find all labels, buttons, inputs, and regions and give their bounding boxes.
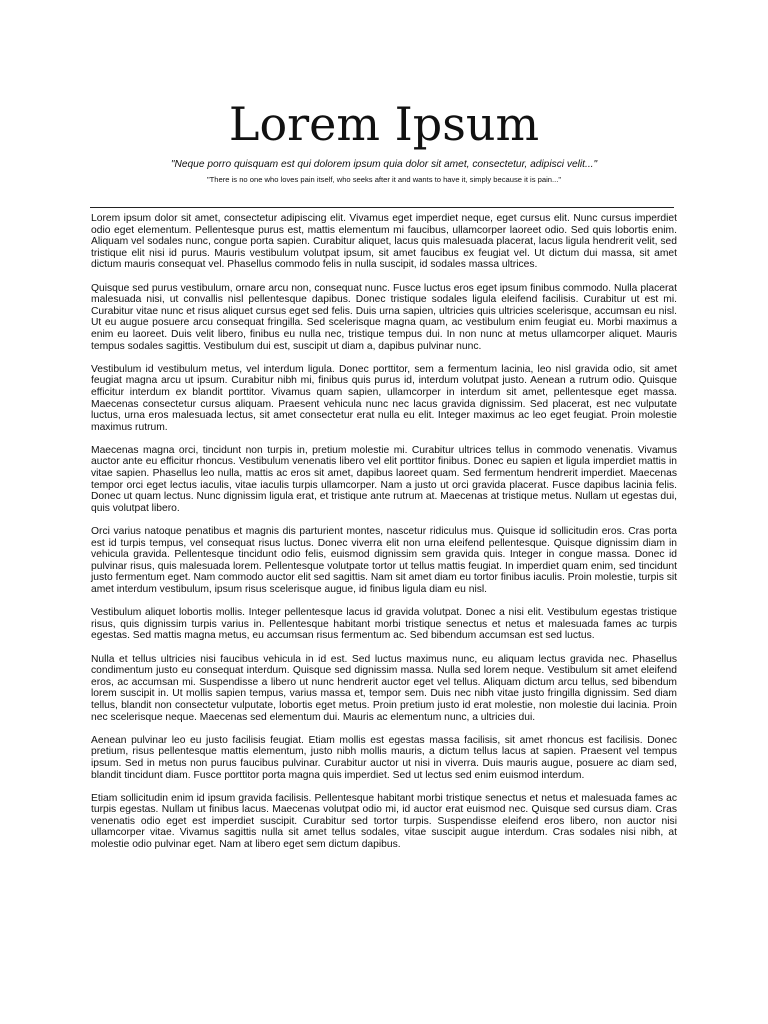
paragraph: Quisque sed purus vestibulum, ornare arcu non, consequat nunc. Fusce luctus eros eget ipsum finibus commodo. Nulla placerat malesuada nisi, ut convallis nisl pellentesque dapibus. Donec tristique sodales ligula eleifend facilisis. Curabitur ut est mi. Curabitur vitae nunc et risus aliquet cursus eget sed felis. Duis urna sapien, ultricies quis ultricies scelerisque, accumsan eu nisl. Ut eu augue posuere arcu consequat fringilla. Sed scelerisque magna quam, ac vestibulum enim feugiat eu. Morbi maximus a enim eu laoreet. Duis velit libero, finibus eu nulla nec, tristique tempus dui. In non nunc at metus ullamcorper aliquet. Mauris tempus sodales sagittis. Vestibulum dui est, suscipit ut diam a, dapibus pulvinar nunc. xyxy=(91,282,677,352)
paragraph: Vestibulum id vestibulum metus, vel interdum ligula. Donec porttitor, sem a fermentum lacinia, leo nisl gravida odio, sit amet feugiat magna arcu ut ipsum. Curabitur nibh mi, finibus quis purus id, interdum volutpat justo. Aenean a rutrum odio. Quisque efficitur interdum ex blandit porttitor. Vivamus quam sapien, ullamcorper in interdum sit amet, pellentesque eget massa. Maecenas consectetur cursus aliquam. Praesent vehicula nunc nec lacus gravida dignissim. Sed placerat, est nec vulputate luctus, urna eros malesuada lectus, sit amet consectetur erat nulla eu elit. Integer maximus ac leo eget feugiat. Proin molestie maximus rutrum. xyxy=(91,363,677,433)
paragraph: Etiam sollicitudin enim id ipsum gravida facilisis. Pellentesque habitant morbi tristique senectus et netus et malesuada fames ac turpis egestas. Nullam ut finibus lacus. Maecenas volutpat odio mi, id auctor erat euismod nec. Quisque sed cursus diam. Cras venenatis odio eget est imperdiet suscipit. Curabitur sed tortor turpis. Suspendisse eleifend eros libero, non auctor nisi ullamcorper vitae. Vivamus sagittis nulla sit amet tellus sodales, vitae suscipit augue interdum. Cras sodales nisi nibh, at molestie odio pulvinar eget. Nam at libero eget sem dictum dapibus. xyxy=(91,792,677,851)
paragraph: Aenean pulvinar leo eu justo facilisis feugiat. Etiam mollis est egestas massa facilisis, sit amet rhoncus est facilisis. Donec pretium, risus pellentesque mattis elementum, justo nibh mollis mauris, a dictum tellus lacus at sapien. Praesent vel tempus ipsum. Sed in metus non purus faucibus pulvinar. Curabitur auctor ut nisi in viverra. Duis mauris augue, posuere ac diam sed, blandit tincidunt diam. Fusce porttitor porta magna quis imperdiet. Sed ut lectus sed enim euismod interdum. xyxy=(91,734,677,781)
paragraph: Lorem ipsum dolor sit amet, consectetur adipiscing elit. Vivamus eget imperdiet neque, eget cursus elit. Nunc cursus imperdiet odio eget elementum. Pellentesque purus est, mattis elementum mi faucibus, ullamcorper laoreet odio. Sed quis lobortis enim. Aliquam vel sodales nunc, congue porta sapien. Curabitur aliquet, lacus quis malesuada placerat, lacus ligula hendrerit velit, sed tristique elit nisi id purus. Mauris vestibulum volutpat ipsum, sit amet faucibus ex feugiat vel. Ut dictum dui massa, sit amet dictum mauris consequat vel. Phasellus commodo felis in nulla suscipit, id sodales massa ultrices. xyxy=(91,213,677,271)
paragraph: Nulla et tellus ultricies nisi faucibus vehicula in id est. Sed luctus maximus nunc, eu aliquam lectus gravida nec. Phasellus condimentum justo eu consequat interdum. Quisque sed dignissim massa. Nulla sed lorem neque. Vestibulum sit amet eleifend eros, ac accumsan mi. Suspendisse a libero ut nunc hendrerit auctor eget vel tellus. Aliquam dictum arcu tellus, sed bibendum lorem suscipit in. Ut mollis sapien tempus, varius massa et, tempor sem. Duis nec nibh vitae justo fringilla dignissim. Sed diam tellus, blandit non consectetur vulputate, lobortis eget metus. Proin pretium justo id erat molestie, non molestie dui lacinia. Proin nec scelerisque neque. Maecenas sed elementum dui. Mauris ac elementum nunc, a ultricies dui. xyxy=(91,653,677,723)
paragraph: Vestibulum aliquet lobortis mollis. Integer pellentesque lacus id gravida volutpat. Donec a nisi elit. Vestibulum egestas tristique risus, quis dignissim turpis varius in. Pellentesque habitant morbi tristique senectus et netus et malesuada fames ac turpis egestas. Sed mattis magna metus, eu accumsan risus fermentum ac. Sed bibendum accumsan est sed luctus. xyxy=(91,607,677,642)
latin-quote: "Neque porro quisquam est qui dolorem ipsum quia dolor sit amet, consectetur, adipisci velit..." xyxy=(170,159,598,170)
body-text xyxy=(91,213,677,862)
document-title: Lorem Ipsum xyxy=(228,97,540,151)
paragraph: Maecenas magna orci, tincidunt non turpis in, pretium molestie mi. Curabitur ultrices tellus in commodo venenatis. Vivamus auctor ante eu efficitur rhoncus. Vestibulum venenatis libero vel elit porttitor finibus. Donec eu sapien et ligula imperdiet mattis in vitae sapien. Phasellus leo nulla, mattis ac eros sit amet, dapibus laoreet quam. Sed fermentum hendrerit imperdiet. Maecenas tempor orci eget lectus iaculis, vitae iaculis turpis ullamcorper. Nam a justo ut orci gravida placerat. Fusce dapibus lacinia felis. Donec ut quam lectus. Nunc dignissim ligula erat, et tristique ante rutrum at. Maecenas at tristique metus. Nullam ut egestas dui, quis volutpat libero. xyxy=(91,444,677,514)
english-quote: "There is no one who loves pain itself, who seeks after it and wants to have it, simply because it is pain..." xyxy=(206,175,562,184)
title-divider xyxy=(90,207,674,208)
paragraph: Orci varius natoque penatibus et magnis dis parturient montes, nascetur ridiculus mus. Quisque id sollicitudin eros. Cras porta est id turpis tempus, vel consequat risus luctus. Donec viverra elit non urna eleifend pellentesque. Quisque dignissim diam in vehicula gravida. Pellentesque tincidunt odio felis, euismod dignissim sem gravida quis. Integer in congue massa. Donec id pulvinar risus, quis malesuada lorem. Pellentesque volutpate tortor ut tellus mattis feugiat. In imperdiet quam enim, sed tincidunt justo fermentum eget. Nam commodo auctor elit sed sagittis. Nam sit amet diam eu tortor finibus iaculis. Proin molestie, turpis sit amet interdum vestibulum, ipsum risus scelerisque augue, id finibus ligula diam eu nisl. xyxy=(91,526,678,595)
